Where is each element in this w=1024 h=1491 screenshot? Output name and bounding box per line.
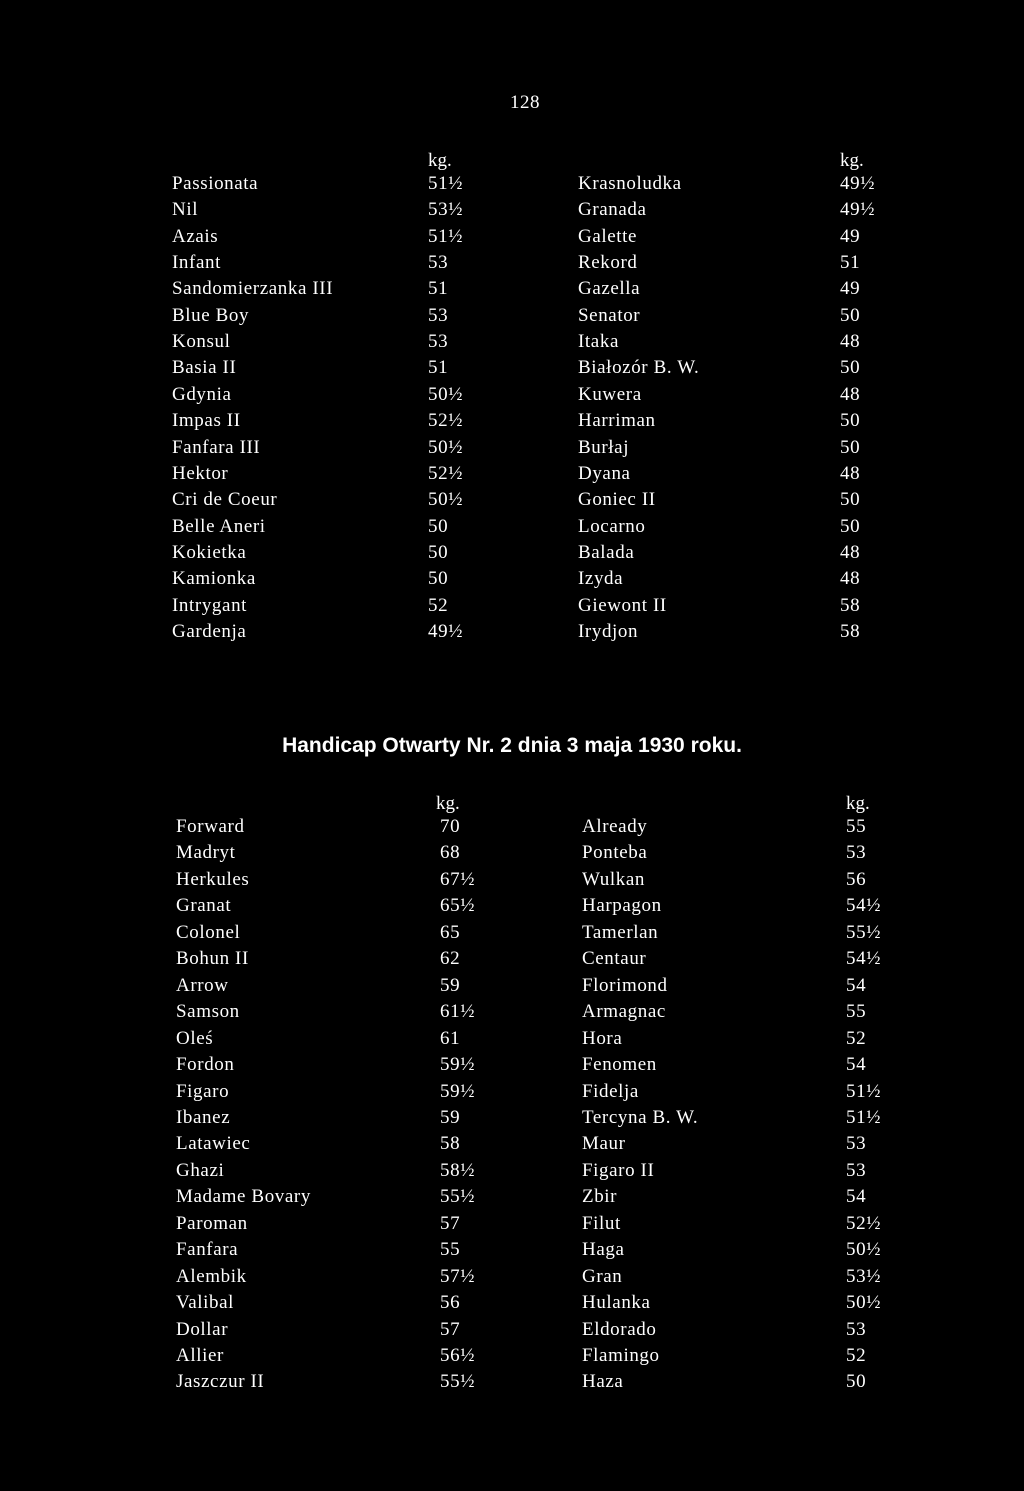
horse-name: Konsul [172, 331, 231, 353]
horse-weight: 59 [440, 974, 461, 996]
horse-name: Jaszczur II [176, 1371, 265, 1393]
horse-weight: 52½ [428, 410, 464, 432]
horse-name: Centaur [582, 948, 647, 970]
horse-name: Białozór B. W. [578, 357, 700, 379]
unit-label-kg: kg. [428, 150, 452, 171]
horse-name: Armagnac [582, 1001, 666, 1023]
horse-name: Latawiec [176, 1133, 251, 1155]
horse-weight: 58 [840, 594, 861, 616]
horse-weight: 57½ [440, 1265, 476, 1287]
horse-weight: 50½ [428, 383, 464, 405]
horse-name: Tamerlan [582, 921, 659, 943]
horse-name: Balada [578, 541, 635, 563]
horse-weight: 59½ [440, 1054, 476, 1076]
horse-name: Valibal [176, 1292, 235, 1314]
horse-name: Gran [582, 1265, 623, 1287]
horse-name: Filut [582, 1212, 621, 1234]
horse-weight: 61 [440, 1027, 461, 1049]
horse-name: Intrygant [172, 594, 248, 616]
horse-weight: 57 [440, 1212, 461, 1234]
horse-weight: 53 [846, 1159, 867, 1181]
horse-name: Irydjon [578, 620, 639, 642]
horse-name: Harriman [578, 410, 656, 432]
horse-weight: 58 [840, 620, 861, 642]
horse-weight: 50 [840, 489, 861, 511]
horse-name: Gardenja [172, 620, 247, 642]
horse-weight: 54½ [846, 948, 882, 970]
horse-weight: 50½ [428, 489, 464, 511]
horse-name: Eldorado [582, 1318, 657, 1340]
horse-name: Tercyna B. W. [582, 1106, 699, 1128]
horse-weight: 50½ [846, 1239, 882, 1261]
horse-weight: 55 [846, 1001, 867, 1023]
unit-label-kg: kg. [846, 793, 870, 814]
horse-weight: 59 [440, 1106, 461, 1128]
horse-weight: 55½ [440, 1186, 476, 1208]
horse-weight: 53 [428, 252, 449, 274]
horse-name: Galette [578, 225, 638, 247]
horse-name: Locarno [578, 515, 646, 537]
horse-weight: 49 [840, 278, 861, 300]
horse-name: Nil [172, 199, 199, 221]
horse-name: Cri de Coeur [172, 489, 278, 511]
horse-name: Kamionka [172, 568, 256, 590]
horse-name: Infant [172, 252, 221, 274]
horse-weight: 52 [846, 1027, 867, 1049]
horse-weight: 50 [428, 515, 449, 537]
horse-name: Fenomen [582, 1054, 657, 1076]
horse-name: Ghazi [176, 1159, 225, 1181]
horse-weight: 50 [428, 568, 449, 590]
horse-weight: 50½ [428, 436, 464, 458]
page-number: 128 [510, 92, 540, 113]
horse-name: Allier [176, 1345, 224, 1366]
horse-name: Alembik [176, 1265, 247, 1287]
horse-weight: 53 [846, 1133, 867, 1155]
horse-weight: 52½ [846, 1212, 882, 1234]
horse-name: Arrow [176, 974, 229, 996]
horse-weight: 65 [440, 921, 461, 943]
horse-weight: 55 [440, 1239, 461, 1261]
horse-weight: 53 [428, 331, 449, 353]
horse-name: Wulkan [582, 868, 645, 890]
horse-weight: 65½ [440, 895, 476, 917]
horse-name: Florimond [582, 974, 668, 996]
horse-name: Kokietka [172, 541, 247, 563]
horse-name: Rekord [578, 252, 638, 274]
horse-name: Samson [176, 1001, 240, 1023]
horse-name: Impas II [172, 410, 241, 432]
horse-weight: 56 [440, 1292, 461, 1314]
horse-weight: 49½ [428, 620, 464, 642]
section-heading: Handicap Otwarty Nr. 2 dnia 3 maja 1930 roku. [282, 734, 742, 757]
horse-name: Already [582, 816, 648, 837]
horse-weight: 50 [840, 436, 861, 458]
horse-name: Ponteba [582, 842, 648, 864]
horse-weight: 55½ [440, 1371, 476, 1393]
horse-weight: 53 [846, 842, 867, 864]
horse-name: Granada [578, 199, 647, 221]
horse-weight: 62 [440, 948, 461, 970]
unit-label-kg: kg. [840, 150, 864, 171]
horse-weight: 49 [840, 225, 861, 247]
horse-name: Colonel [176, 921, 241, 943]
horse-weight: 52 [428, 594, 449, 616]
horse-name: Goniec II [578, 489, 656, 511]
horse-weight: 49½ [840, 173, 876, 194]
horse-name: Maur [582, 1133, 626, 1155]
horse-name: Passionata [172, 173, 259, 194]
horse-name: Sandomierzanka III [172, 278, 334, 300]
horse-name: Hora [582, 1027, 623, 1049]
horse-name: Ibanez [176, 1106, 231, 1128]
horse-weight: 67½ [440, 868, 476, 890]
horse-weight: 53½ [428, 199, 464, 221]
horse-weight: 55½ [846, 921, 882, 943]
horse-weight: 48 [840, 462, 861, 484]
horse-name: Haga [582, 1239, 625, 1261]
horse-name: Basia II [172, 357, 237, 379]
horse-name: Forward [176, 816, 245, 837]
horse-name: Hulanka [582, 1292, 651, 1314]
horse-name: Fidelja [582, 1080, 639, 1102]
horse-name: Granat [176, 895, 232, 917]
horse-name: Giewont II [578, 594, 667, 616]
horse-weight: 51 [428, 357, 449, 379]
horse-weight: 54½ [846, 895, 882, 917]
horse-name: Zbir [582, 1186, 618, 1208]
horse-name: Gazella [578, 278, 641, 300]
horse-weight: 50½ [846, 1292, 882, 1314]
horse-weight: 68 [440, 842, 461, 864]
horse-name: Burłaj [578, 436, 630, 458]
horse-weight: 58½ [440, 1159, 476, 1181]
horse-weight: 51½ [846, 1106, 882, 1128]
horse-name: Kuwera [578, 383, 642, 405]
horse-weight: 54 [846, 974, 867, 996]
horse-name: Dollar [176, 1318, 229, 1340]
horse-weight: 51½ [428, 225, 464, 247]
horse-name: Haza [582, 1371, 624, 1393]
horse-weight: 48 [840, 541, 861, 563]
horse-name: Krasnoludka [578, 173, 682, 194]
horse-name: Hektor [172, 462, 229, 484]
horse-weight: 51 [840, 252, 861, 274]
horse-weight: 53 [428, 304, 449, 326]
horse-name: Bohun II [176, 948, 249, 970]
horse-name: Izyda [578, 568, 624, 590]
horse-weight: 54 [846, 1054, 867, 1076]
horse-weight: 50 [840, 357, 861, 379]
horse-weight: 50 [840, 515, 861, 537]
horse-name: Dyana [578, 462, 631, 484]
horse-weight: 56 [846, 868, 867, 890]
horse-name: Belle Aneri [172, 515, 266, 537]
horse-weight: 53½ [846, 1265, 882, 1287]
horse-name: Figaro [176, 1080, 230, 1102]
horse-weight: 51½ [428, 173, 464, 194]
horse-weight: 50 [840, 304, 861, 326]
horse-weight: 50 [428, 541, 449, 563]
horse-weight: 50 [840, 410, 861, 432]
horse-name: Fordon [176, 1054, 235, 1076]
horse-weight: 48 [840, 383, 861, 405]
horse-weight: 52½ [428, 462, 464, 484]
horse-weight: 56½ [440, 1345, 476, 1366]
horse-weight: 61½ [440, 1001, 476, 1023]
horse-weight: 53 [846, 1318, 867, 1340]
horse-name: Blue Boy [172, 304, 250, 326]
horse-name: Oleś [176, 1027, 214, 1049]
horse-name: Herkules [176, 868, 250, 890]
horse-weight: 51 [428, 278, 449, 300]
horse-weight: 48 [840, 568, 861, 590]
horse-name: Fanfara III [172, 436, 261, 458]
horse-name: Madryt [176, 842, 236, 864]
horse-weight: 49½ [840, 199, 876, 221]
horse-name: Azais [172, 225, 219, 247]
horse-weight: 70 [440, 816, 461, 837]
horse-weight: 52 [846, 1345, 867, 1366]
horse-name: Fanfara [176, 1239, 239, 1261]
horse-name: Figaro II [582, 1159, 655, 1181]
horse-name: Itaka [578, 331, 619, 353]
horse-weight: 58 [440, 1133, 461, 1155]
horse-weight: 57 [440, 1318, 461, 1340]
horse-weight: 59½ [440, 1080, 476, 1102]
horse-weight: 55 [846, 816, 867, 837]
horse-name: Gdynia [172, 383, 232, 405]
horse-weight: 54 [846, 1186, 867, 1208]
horse-name: Flamingo [582, 1345, 660, 1366]
horse-name: Harpagon [582, 895, 662, 917]
horse-weight: 50 [846, 1371, 867, 1393]
horse-name: Madame Bovary [176, 1186, 311, 1208]
horse-weight: 48 [840, 331, 861, 353]
horse-name: Senator [578, 304, 641, 326]
horse-name: Paroman [176, 1212, 248, 1234]
unit-label-kg: kg. [436, 793, 460, 814]
horse-weight: 51½ [846, 1080, 882, 1102]
